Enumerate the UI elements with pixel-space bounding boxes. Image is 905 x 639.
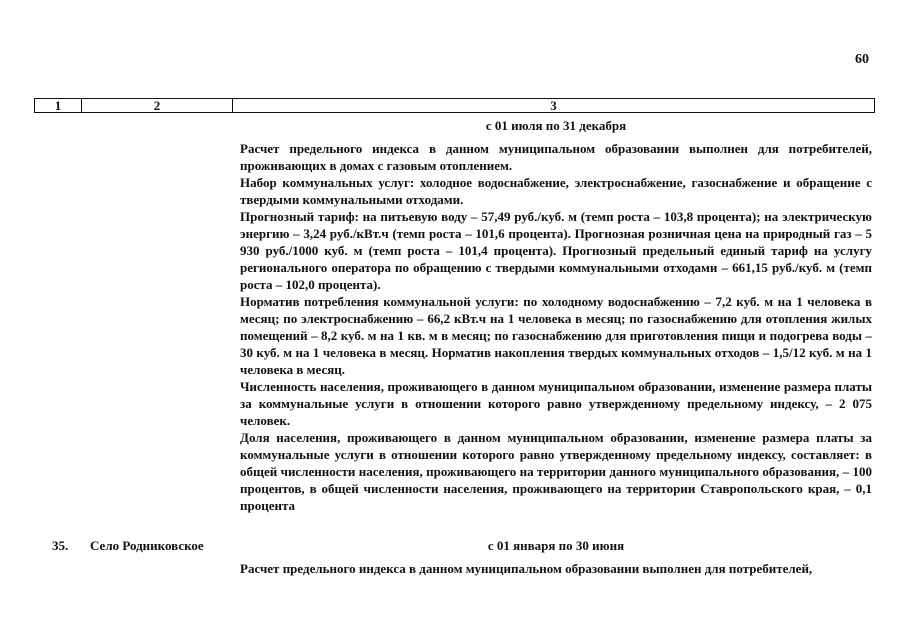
row-number: 35.	[52, 538, 69, 553]
header-cell-3: 3	[550, 98, 557, 113]
paragraph-consumers: Расчет предельного индекса в данном муниципальном образовании выполнен для потребителей, проживающих в домах с газовым отоплением.	[240, 141, 872, 173]
section-2-content	[240, 560, 872, 577]
paragraph-population: Численность населения, проживающего в данном муниципальном образовании, изменение размера платы за коммунальные услуги в отношении которого равно утвержденному предельному индексу, – 2 075 человек.	[240, 379, 872, 428]
paragraph-section-2-first-line: Расчет предельного индекса в данном муниципальном образовании выполнен для потребителей,	[240, 561, 813, 576]
header-cell-1: 1	[35, 99, 82, 112]
section-1-content	[240, 140, 872, 514]
section-2-period: с 01 января по 30 июня	[487, 538, 625, 553]
paragraph-services: Набор коммунальных услуг: холодное водоснабжение, электроснабжение, газоснабжение и обращение с твердыми коммунальными отходами.	[240, 175, 872, 207]
paragraph-tariffs: Прогнозный тариф: на питьевую воду – 57,49 руб./куб. м (темп роста – 103,8 процента); на электрическую энергию – 3,24 руб./кВт.ч (темп роста – 101,6 процента). Прогнозная розничная цена на природный газ – 5 930 руб./1000 куб. м (темп роста – 101,4 процента). Прогнозный предельный единый тариф на услугу регионального оператора по обращению с твердыми коммунальными отходами – 661,15 руб./куб. м (темп роста – 102,0 процента).	[240, 209, 872, 292]
page-number: 60	[855, 52, 869, 67]
header-cell-2: 2	[82, 99, 233, 112]
table-header	[34, 98, 875, 113]
row-name: Село Родниковское	[90, 538, 204, 553]
paragraph-norms: Норматив потребления коммунальной услуги: по холодному водоснабжению – 7,2 куб. м на 1 человека в месяц; по электроснабжению – 66,2 кВт.ч на 1 человека в месяц; по газоснабжению для отопления жилых помещений – 8,2 куб. м на 1 кв. м в месяц; по газоснабжению для приготовления пищи и подогрева воды – 30 куб. м на 1 человека в месяц. Норматив накопления твердых коммунальных отходов – 1,5/12 куб. м на 1 человека в месяц.	[240, 294, 872, 377]
paragraph-share: Доля населения, проживающего в данном муниципальном образовании, изменение размера платы за коммунальные услуги в отношении которого равно утвержденному предельному индексу, составляет: в общей численности населения, проживающего на территории данного муниципального образования, – 100 процентов, в общей численности населения, проживающего на территории Ставропольского края, – 0,1 процента	[240, 430, 872, 513]
section-1-period: с 01 июля по 31 декабря	[485, 118, 627, 133]
